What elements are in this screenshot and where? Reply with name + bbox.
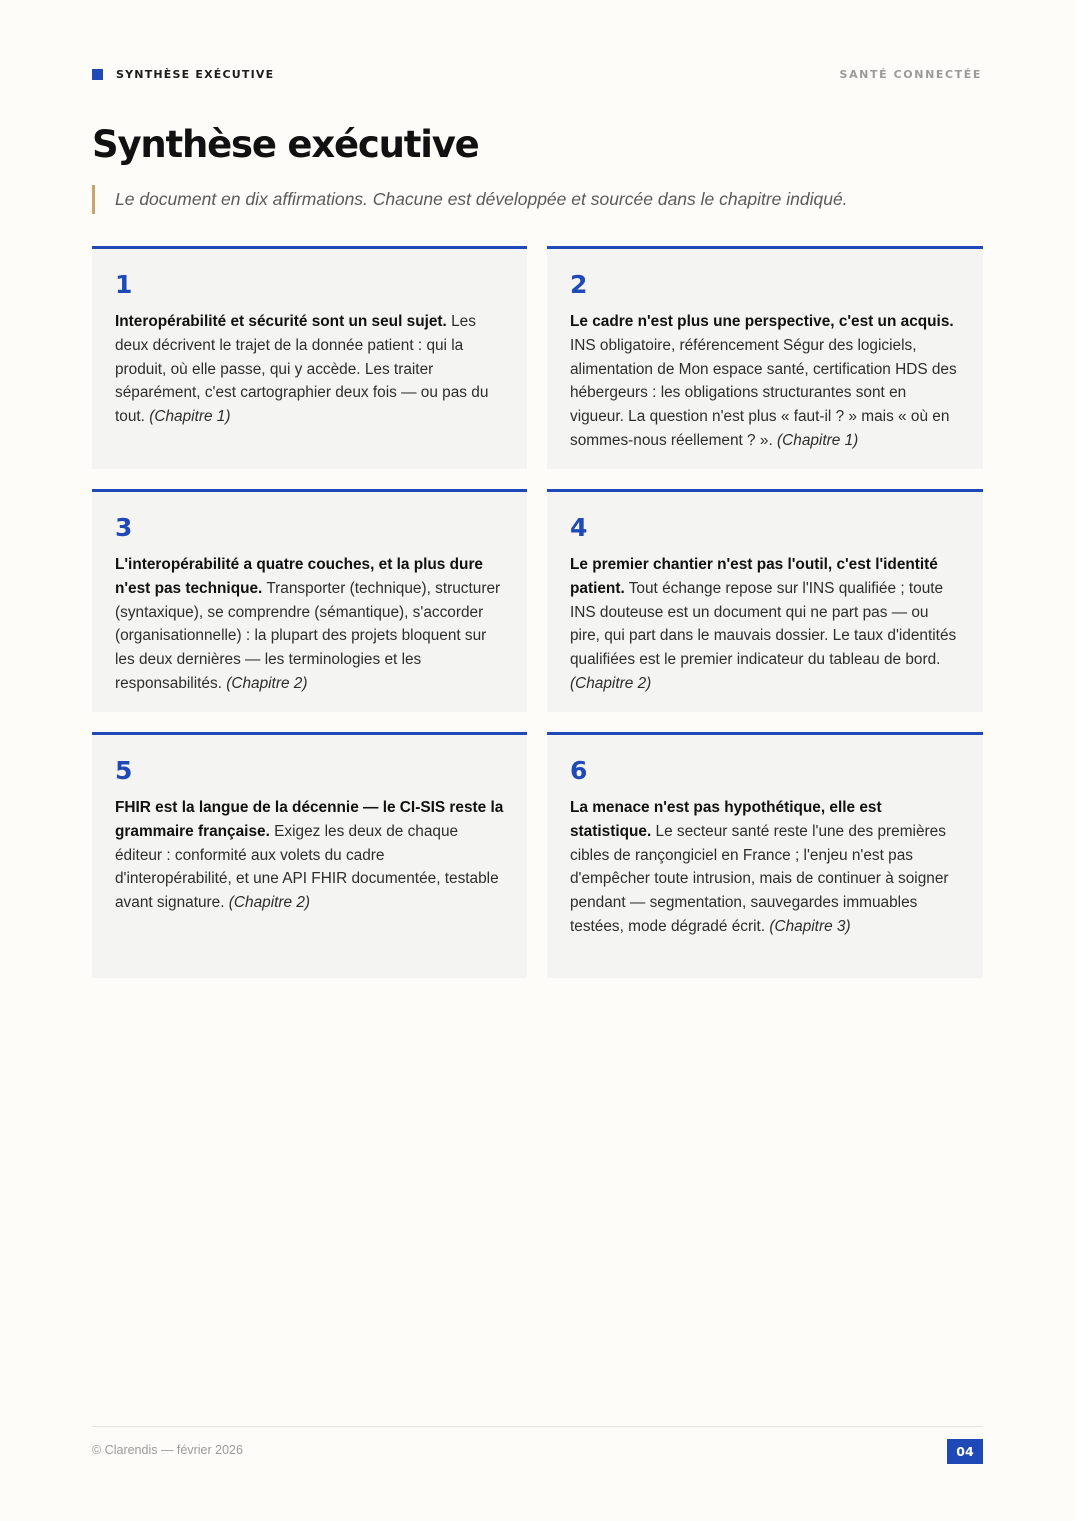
blue-square-icon — [92, 69, 103, 80]
affirmation-card — [92, 246, 527, 469]
card-text — [570, 796, 961, 939]
intro-quote — [92, 185, 995, 214]
chapter-reference: (Chapitre 3) — [769, 917, 851, 935]
card-lead: L'interopérabilité a quatre couches, et la plus dure n'est pas technique. — [115, 556, 483, 597]
card-body: Tout échange repose sur l'INS qualifiée ; toute INS douteuse est un document qui ne part pas — ou pire, qui part dans le mauvais dossier. Le taux d'identités qualifiées est le premier indicateur du tableau de bord. — [570, 579, 957, 669]
card-lead: Interopérabilité et sécurité sont un seul sujet. — [115, 313, 447, 330]
card-text — [115, 553, 505, 696]
card-number: 1 — [115, 270, 133, 299]
card-lead: Le premier chantier n'est pas l'outil, c'est l'identité patient. — [570, 556, 938, 597]
running-header — [92, 66, 982, 82]
chapter-reference: (Chapitre 2) — [226, 674, 308, 692]
chapter-reference: (Chapitre 2) — [228, 894, 311, 912]
card-body: Exigez les deux de chaque éditeur : conformité aux volets du cadre d'interopérabilité, et une API FHIR documentée, testable avant signature. — [115, 822, 499, 912]
card-text — [115, 796, 505, 915]
card-text — [115, 310, 505, 429]
chapter-reference: (Chapitre 1) — [149, 408, 231, 426]
chapter-reference: (Chapitre 1) — [777, 431, 859, 449]
affirmations-grid — [92, 246, 983, 978]
card-lead: Le cadre n'est plus une perspective, c'est un acquis. — [570, 313, 954, 330]
card-body: INS obligatoire, référencement Ségur des logiciels, alimentation de Mon espace santé, certification HDS des hébergeurs : les obligations structurantes sont en vigueur. La question n'est plus « faut-il ? » mais « où en sommes-nous réellement ? ». — [570, 336, 957, 449]
card-number: 3 — [115, 513, 133, 542]
chapter-reference: (Chapitre 2) — [570, 674, 652, 692]
affirmation-card — [547, 246, 983, 469]
intro-text: Le document en dix affirmations. Chacune est développée et sourcée dans le chapitre indiqué. — [115, 189, 848, 209]
section-name: SYNTHÈSE EXÉCUTIVE — [116, 67, 275, 81]
card-text — [570, 553, 961, 696]
card-number: 6 — [570, 756, 588, 785]
card-text — [570, 310, 961, 453]
card-body: Le secteur santé reste l'une des premières cibles de rançongiciel en France ; l'enjeu n'est pas d'empêcher toute intrusion, mais de continuer à soigner pendant — segmentation, sauvegardes immuables testées, mode dégradé écrit. — [570, 822, 949, 935]
card-number: 5 — [115, 756, 133, 785]
publication-name: SANTÉ CONNECTÉE — [839, 67, 982, 81]
affirmation-card — [92, 489, 527, 712]
copyright: © Clarendis — février 2026 — [92, 1443, 243, 1457]
section-label — [92, 68, 274, 81]
card-number: 4 — [570, 513, 588, 542]
affirmation-card — [92, 732, 527, 978]
footer-divider — [92, 1426, 983, 1427]
affirmation-card — [547, 489, 983, 712]
page-title: Synthèse exécutive — [92, 123, 479, 166]
affirmation-card — [547, 732, 983, 978]
card-lead: FHIR est la langue de la décennie — le CI-SIS reste la grammaire française. — [115, 799, 504, 840]
card-number: 2 — [570, 270, 588, 299]
card-body: Transporter (technique), structurer (syntaxique), se comprendre (sémantique), s'accorder (organisationnelle) : la plupart des projets bloquent sur les deux dernières — les terminologies et les responsabilités. — [115, 579, 501, 692]
card-lead: La menace n'est pas hypothétique, elle est statistique. — [570, 799, 882, 840]
card-body: Les deux décrivent le trajet de la donnée patient : qui la produit, où elle passe, qui y accède. Les traiter séparément, c'est cartographier deux fois — ou pas du tout. — [115, 313, 489, 426]
page-number: 04 — [947, 1439, 983, 1464]
